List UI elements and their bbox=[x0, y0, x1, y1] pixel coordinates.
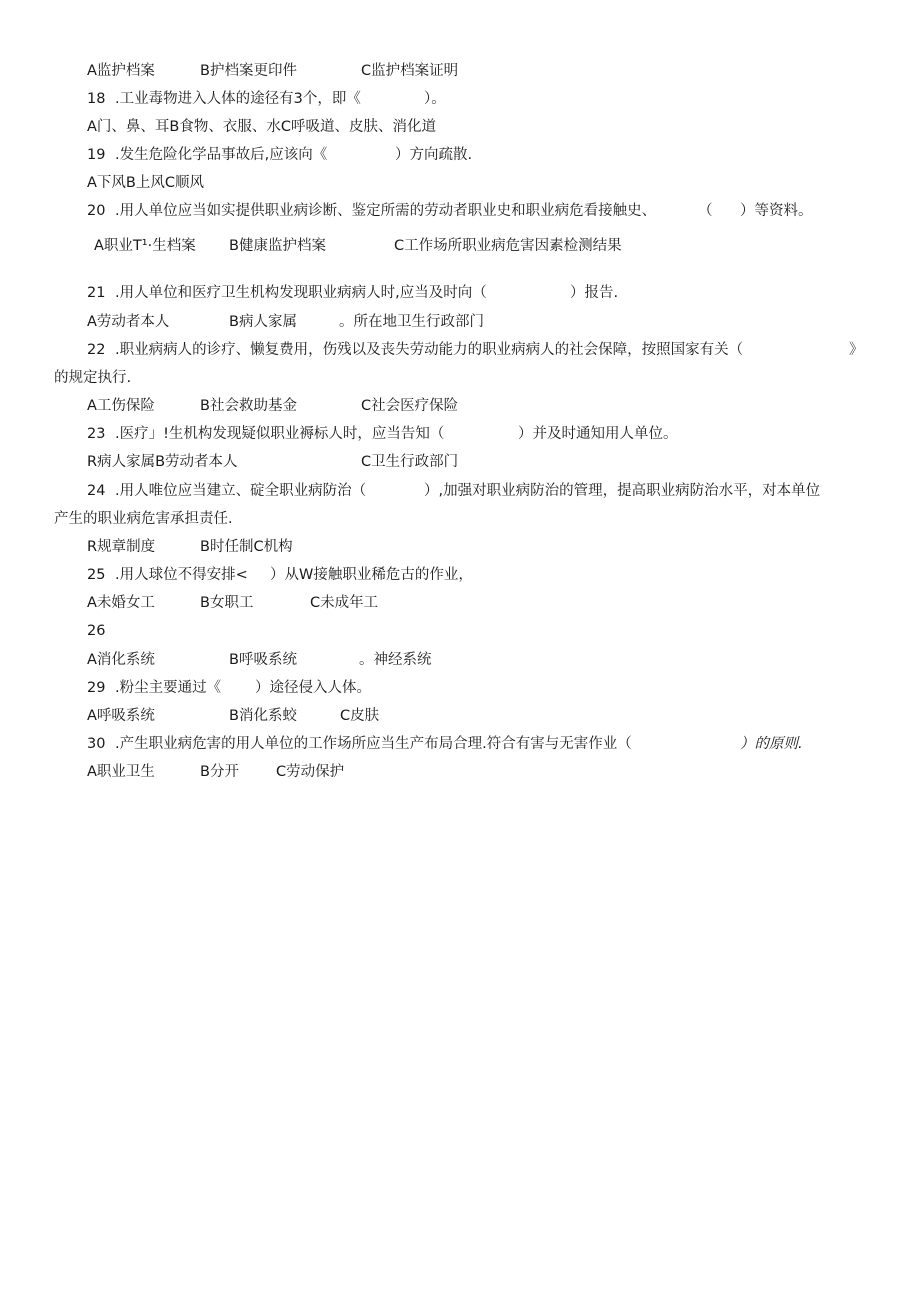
option-b: B女职工 bbox=[200, 595, 254, 611]
option-a: A职业卫生 bbox=[87, 764, 155, 780]
question-blank-end: ）方向疏散. bbox=[395, 147, 473, 163]
question-blank-start: （ bbox=[698, 203, 713, 219]
question-text: .用人球位不得安排< bbox=[115, 567, 248, 583]
option-a: A职业T¹·生档案 bbox=[94, 238, 196, 254]
option-c: C工作场所职业病危害因素检测结果 bbox=[394, 238, 622, 254]
question-number: 26 bbox=[87, 623, 106, 639]
option-a: A劳动者本人 bbox=[87, 314, 170, 330]
question-text-continued: ）的原则. bbox=[740, 736, 803, 752]
question-number: 29 bbox=[87, 680, 106, 696]
question-blank-end: ）报告. bbox=[570, 285, 619, 301]
question-text: .发生危险化学品事故后,应该向《 bbox=[115, 147, 328, 163]
question-text-continued: ）途径侵入人体。 bbox=[255, 680, 371, 696]
option-a: A消化系统 bbox=[87, 652, 155, 668]
question-number: 22 bbox=[87, 342, 106, 358]
question-text-continued: ）,加强对职业病防治的管理，提高职业病防治水平，对本单位 bbox=[424, 483, 821, 499]
question-number: 25 bbox=[87, 567, 106, 583]
option-b: B消化系蛟 bbox=[229, 708, 297, 724]
question-text-continued: ）从W接触职业稀危古的作业， bbox=[270, 567, 473, 583]
option-a: R规章制度 bbox=[87, 539, 156, 555]
question-number: 30 bbox=[87, 736, 106, 752]
question-text: .用人唯位应当建立、碇全职业病防治（ bbox=[115, 483, 367, 499]
option-a: A未婚女工 bbox=[87, 595, 155, 611]
options-text: A门、鼻、耳B食物、衣服、水C呼吸道、皮肤、消化道 bbox=[87, 119, 436, 135]
question-text: .产生职业病危害的用人单位的工作场所应当生产布局合理.符合有害与无害作业（ bbox=[115, 736, 632, 752]
option-c: C监护档案证明 bbox=[361, 63, 459, 79]
question-blank-end: ）并及时通知用人单位。 bbox=[518, 426, 678, 442]
options-text: A下风B上风C顺风 bbox=[87, 175, 204, 191]
option-a: A呼吸系统 bbox=[87, 708, 155, 724]
option-c: C社会医疗保险 bbox=[361, 398, 459, 414]
question-blank-end: ）等资料。 bbox=[740, 203, 813, 219]
question-text: .医疗」!生机构发现疑似职业褥标人时，应当告知（ bbox=[115, 426, 445, 442]
option-a: A监护档案 bbox=[87, 63, 155, 79]
option-b: B社会救助基金 bbox=[200, 398, 297, 414]
question-number: 23 bbox=[87, 426, 106, 442]
question-number: 19 bbox=[87, 147, 106, 163]
option-b: B病人家属 bbox=[229, 314, 297, 330]
option-c: C劳动保护 bbox=[276, 764, 345, 780]
option-c: C皮肤 bbox=[340, 708, 380, 724]
option-c: 。神经系统 bbox=[359, 652, 432, 668]
option-c: C卫生行政部门 bbox=[361, 454, 459, 470]
option-b: B健康监护档案 bbox=[229, 238, 326, 254]
question-text: .用人单位和医疗卫生机构发现职业病病人时,应当及时向（ bbox=[115, 285, 487, 301]
option-a-b: R病人家属B劳动者本人 bbox=[87, 454, 238, 470]
question-text: .用人单位应当如实提供职业病诊断、鉴定所需的劳动者职业史和职业病危看接触史、 bbox=[115, 203, 657, 219]
question-blank-end: ）。 bbox=[424, 91, 446, 107]
option-c: C未成年工 bbox=[310, 595, 379, 611]
option-b-c: B时任制C机构 bbox=[200, 539, 293, 555]
option-b: B呼吸系统 bbox=[229, 652, 297, 668]
option-a: A工伤保险 bbox=[87, 398, 155, 414]
question-number: 20 bbox=[87, 203, 106, 219]
question-blank-end: 》 bbox=[849, 342, 864, 358]
option-c: 。所在地卫生行政部门 bbox=[339, 314, 484, 330]
option-b: B分开 bbox=[200, 764, 239, 780]
question-text: 产生的职业病危害承担责任. bbox=[54, 511, 233, 527]
question-text: 的规定执行. bbox=[54, 370, 132, 386]
question-text: .职业病病人的诊疗、懒复费用，伤残以及丧失劳动能力的职业病病人的社会保障，按照国家有关（ bbox=[115, 342, 744, 358]
question-text: .工业毒物进入人体的途径有3个，即《 bbox=[115, 91, 361, 107]
question-number: 21 bbox=[87, 285, 106, 301]
question-number: 18 bbox=[87, 91, 106, 107]
option-b: B护档案更印件 bbox=[200, 63, 297, 79]
question-text: .粉尘主要通过《 bbox=[115, 680, 222, 696]
question-number: 24 bbox=[87, 483, 106, 499]
